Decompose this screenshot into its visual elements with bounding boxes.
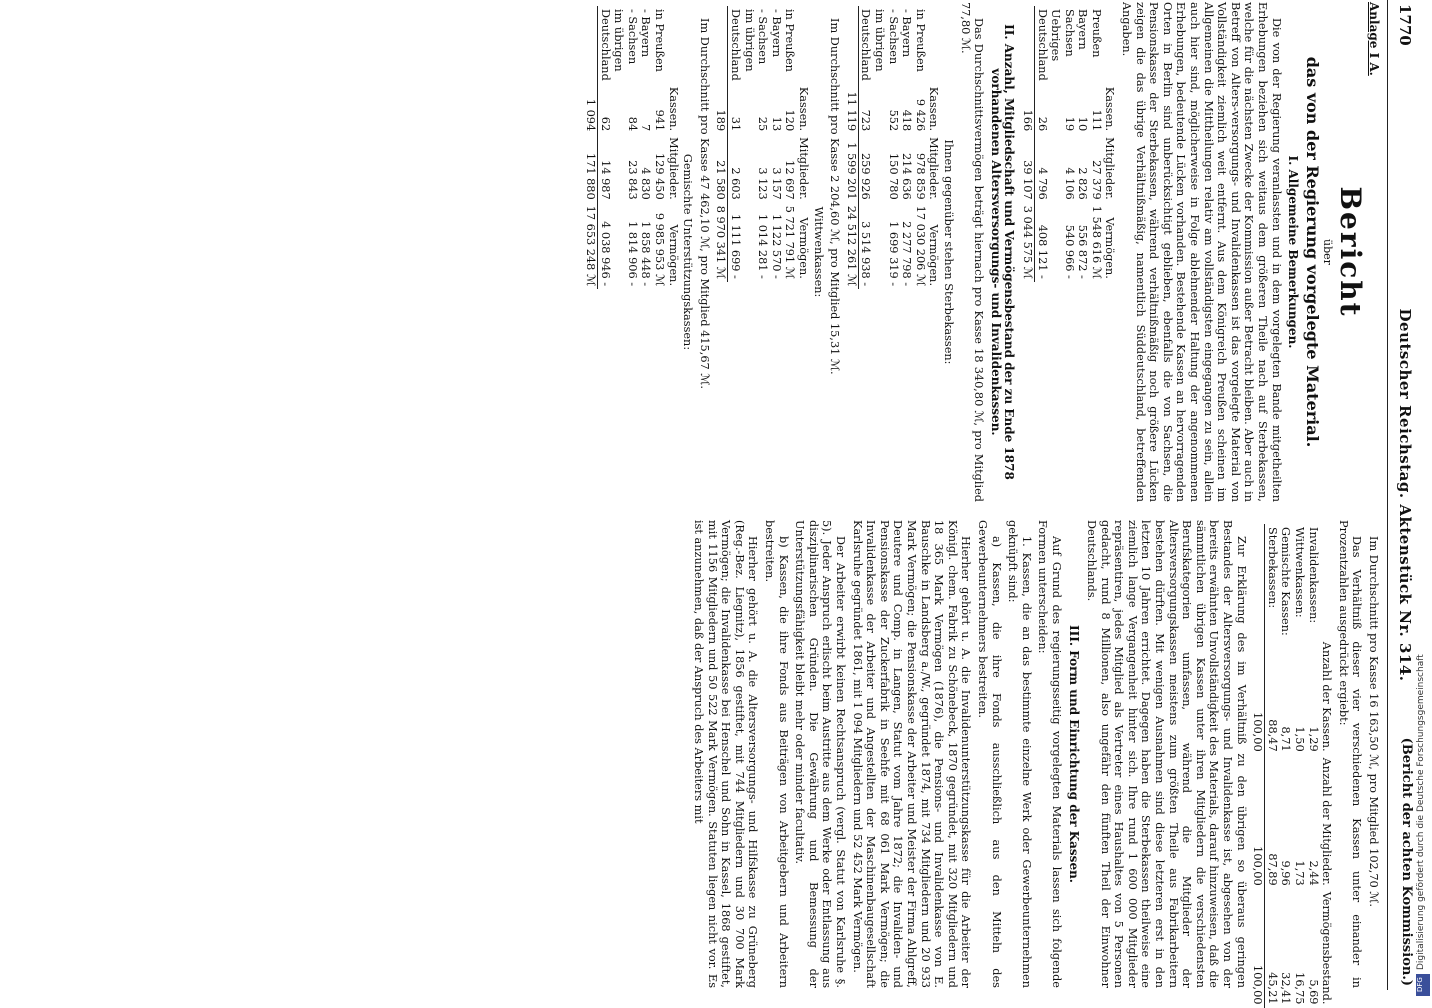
section-2-paragraph: Das Durchschnittsvermögen beträgt hiernach pro Kasse 18 340,80 ℳ, pro Mitglied 77,80 ℳ. [958,2,986,502]
table-cell: in Preußen [783,9,797,72]
report-ueber: über [1321,239,1335,265]
table-cell: 9 426 [913,98,927,132]
table-cell: 17 030 206 ℳ [913,205,927,287]
table-row [872,6,886,289]
table-cell: 5 721 791 ℳ [783,205,797,279]
table-row [1292,524,1306,1008]
table-gemischte-kassen [584,6,680,289]
right-column [689,520,1381,1005]
table-cell: Bayern [1076,9,1090,50]
table-cell: 13 [769,116,783,132]
table-header-cell [1320,524,1334,639]
table-cell: Deutschland [729,9,743,81]
table-header-cell: Mitglieder. [797,137,811,200]
table-cell: 27 379 [1089,160,1103,200]
table-total-row [1020,6,1034,282]
table-header-cell [796,6,810,84]
table-cell [714,6,728,84]
table-cell: - Sachsen [625,9,639,65]
table-header-cell: Vermögen. [797,217,811,279]
table-row [886,6,900,289]
table-header-cell: Vermögen. [1103,217,1117,279]
table-cell: 1,73 [1293,860,1307,886]
table-cell: 259 926 [859,152,873,200]
table-cell: 10 [1076,116,1090,132]
report-subtitle: das von der Regierung vorgelegte Material. [1302,56,1322,448]
percentage-intro: Das Verhältniß dieser vier verschiedenen Kassen unter einander in Prozentzahlen ausgedrückt ergiebt: [1336,520,1364,988]
table-cell: im übrigen [873,9,886,72]
table-cell: 2 277 798 - [900,221,914,287]
legal-claim-paragraph: Der Arbeiter erwirbt keinen Rechtsanspruch (vergl. Statut von Karlsruhe §. 5). Jeder Anspruch erlischt beim Austritte aus dem Werke oder Entlassung aus disziplinarischen Gründen. Die Gewährung und Bemessung der Unterstützungsfähigkeit bleibt mehr oder minder facultativ. [793,520,848,988]
table-cell: 39 107 [1020,134,1034,203]
table-header-cell: Anzahl der Kassen. [1320,641,1334,752]
form-item-1a: a) Kassen, die ihre Fonds ausschließlich aus den Mitteln des Gewerbeunternehmers bestreiten. [975,520,1003,988]
dfg-logo: DFG [1416,974,1430,996]
table-cell: 1 599 201 [844,134,858,203]
table-row [1279,524,1293,1008]
table-header-cell: Kassen. [666,86,680,132]
left-column [581,2,1380,502]
table-cell: 418 [900,109,914,132]
table-cell: in Preußen [913,9,927,72]
table-cell: 978 859 [913,152,927,200]
table-cell: 120 [783,109,797,132]
table-invalid-kassen [1020,6,1116,282]
table-cell: 3 157 [769,167,783,200]
table-cell: 2 826 [1076,167,1090,200]
table-cell: 1 858 448 - [639,221,653,287]
digitization-credit-strip [1414,0,1432,1000]
table-row [900,6,914,289]
table-header-cell [666,6,680,84]
table-cell: 2,44 [1306,860,1320,886]
table-cell: 5,69 [1306,979,1320,1005]
section-2-heading: II. Anzahl, Mitgliedschaft und Vermögensbestand der zu Ende 1878 vorhandenen Altersversorgungs- und Invalidenkassen. [988,24,1017,480]
table-cell: 150 780 [886,152,900,200]
table-cell: Sterbekassen: [1265,527,1279,609]
table-cell [1049,84,1063,134]
table-row [612,6,626,289]
table-cell: 189 [714,84,728,134]
table-cell: 88,47 [1265,719,1279,752]
table-row [783,6,797,282]
wittwenkassen-caption: Wittwenkassen: [811,206,825,298]
table-total-row [1251,524,1265,1008]
table-cell: 4 796 [1035,167,1049,200]
header-title: Deutscher Reichstag. Aktenstück Nr. 314. [1396,308,1414,682]
table-cell [872,84,886,134]
table-header-cell: Vermögen. [927,224,941,287]
table-cell: im übrigen [742,9,756,72]
table-cell: 723 [859,109,873,132]
table-header-cell [1103,6,1117,84]
table-cell: 100,00 [1251,639,1265,755]
table-cell: - Bayern [639,9,653,58]
table-cell: 3 514 938 - [859,221,873,287]
table-cell: 3 044 575 ℳ [1020,203,1034,282]
forms-intro: Auf Grund des regierungsseitig vorgelegten Materials lassen sich folgende Formen unterscheiden: [1036,520,1063,988]
table-cell: Uebriges [1049,9,1063,62]
table-cell: 8,71 [1279,726,1293,752]
table-header-cell: Mitglieder. [1103,137,1117,200]
table-cell: Deutschland [1035,9,1049,81]
table-cell: Preußen [1089,9,1103,58]
header-rule [1387,0,1388,990]
table-wittwenkassen [714,6,810,282]
table-cell: 2 603 [729,167,743,200]
table-cell: 21 580 [714,134,728,203]
examples-1a-paragraph: Hierher gehört u. A. die Invalidenunterstützungskasse für die Arbeiter der Königl. chem. Fabrik zu Schönebeck, 1870 gegründet, mit 320 Mitgliedern und 18 365 Mark Vermögen (1876), die Pensions- und Invalidenkasse von E. Bauschke in Landsberg a./W., gegründet 1874, mit 734 Mitgliedern und 20 933 Mark Vermögen; die Pensionskasse der Arbeiter und Meister der Firma Ahlgreff, Deutere und Comp. in Langen, Statut vom Jahre 1872; die Invaliden- und Pensionskasse der Zuckerfabrik in Seehfe mit 68 061 Mark Vermögen; die Invalidenkasse der Arbeiter und Angestellten der Maschinenbaugesellschaft Karlsruhe gegründet 1861, mit 1 094 Mitgliedern und 52 452 Mark Vermögen. [850,520,973,988]
table-cell: 4 106 [1062,167,1076,200]
table-row [913,6,927,289]
table-cell: in Preußen [653,9,667,72]
table-cell: - Sachsen [886,9,900,65]
table-row [769,6,783,282]
table-cell: 1,50 [1293,726,1307,752]
table-cell: 32,41 [1279,972,1293,1005]
table-cell [872,134,886,203]
digitization-credit: Digitalisierung gefördert durch die Deutsche Forschungsgemeinschaft [1416,654,1426,970]
table-cell: 540 966 - [1062,224,1076,279]
table-cell: 408 121 - [1035,224,1049,279]
table-cell [742,134,756,203]
table-cell: 556 872 - [1076,224,1090,279]
table-cell: 111 [1089,109,1103,132]
table-cell: 4 038 946 - [598,221,612,287]
annex-label: Anlage I A. [1367,2,1381,76]
table-header-cell [927,6,941,84]
table-percentages [1251,524,1334,1008]
table-cell: 16,75 [1293,972,1307,1005]
form-item-1b: b) Kassen, die ihre Fonds aus Beiträgen von Arbeitgebern und Arbeitern bestreiten. [763,520,790,988]
table-cell [1020,6,1034,84]
table-cell [612,134,626,203]
table-cell: - Bayern [900,9,914,58]
table-cell: - Bayern [769,9,783,58]
table-cell: Invalidenkassen: [1306,527,1320,624]
table-cell [742,203,756,282]
table-row [858,6,872,289]
table-cell: 62 [598,116,612,132]
table-row [598,6,612,289]
table-row [756,6,770,282]
table-cell: 1 094 [584,84,598,134]
table-header-cell: Anzahl der Mitglieder. [1320,757,1334,886]
table-row [625,6,639,289]
table-cell: 11 119 [844,84,858,134]
table-header-cell: Kassen. [1103,86,1117,132]
wittwenkassen-average: Im Durchschnitt pro Kasse 47 462,10 ℳ, pro Mitglied 415,67 ℳ. [697,18,711,389]
sterbekassen-caption: Ihnen gegenüber stehen Sterbekassen: [941,139,955,365]
table-cell: 9 985 953 ℳ [653,212,667,287]
table-cell: 941 [653,109,667,132]
examples-1b-paragraph: Hierher gehört u. A. die Altersversorgungs- und Hilfskasse zu Grüneberg (Reg.-Bez. Liegnitz), 1856 gestiftet, mit 744 Mitgliedern und 30 700 Mark Vermögen; die Invalidenkasse bei Henschel und Sohn in Kassel, 1868 gestiftet, mit 1156 Mitgliedern und 50 522 Mark Vermögen. Statuten liegen nicht vor. Es ist anzunehmen, daß der Anspruch des Arbeiters mit [692,520,760,988]
table-cell: 100,00 [1251,755,1265,889]
table-cell: 1 014 281 - [756,213,770,279]
table-header-cell: Mitglieder. [927,137,941,200]
table-cell: 214 636 [900,152,914,200]
table-total-row [714,6,728,282]
table-cell: 31 [729,116,743,132]
table-cell: 100,00 [1251,889,1265,1008]
table-cell: Deutschland [598,9,612,81]
table-row [1034,6,1048,282]
table-cell: Sachsen [1062,9,1076,57]
table-header-cell: Vermögensbestand. [1320,891,1334,1005]
table-cell [742,84,756,134]
table-cell: 1 814 906 - [625,221,639,287]
gemischte-average: Im Durchschnitt pro Kasse 16 163,50 ℳ, pro Mitglied 102,70 ℳ. [1367,536,1380,907]
report-title: Bericht [1334,186,1368,318]
table-row [1265,524,1279,1008]
table-cell: 1 548 616 ℳ [1089,205,1103,279]
table-cell: - Sachsen [756,9,770,65]
table-cell: Deutschland [859,9,873,81]
table-cell [584,6,598,84]
table-row [728,6,742,282]
page-number: 1770 [1396,4,1414,46]
table-cell: 166 [1020,84,1034,134]
section-1-paragraph: Die von der Regierung veranlassten und in dem vorgelegten Bande mitgetheilten Erhebungen beziehen sich weitaus dem größeren Theile nach auf Sterbekassen, welche für die nächsten Zwecke der Kommission außer Betracht bleiben. Aber auch in Betreff von Alters-versorgungs- und Invalidenkassen ist das vorgelegte Material von Vollständigkeit ziemlich weit entfernt. Aus dem Königreich Preußen scheinen im Allgemeinen die Mittheilungen relativ am vollständigsten eingegangen zu sein, allein auch hier sind, möglicherweise in Folge ablehnender Haltung der angenommenen Erhebungen, bedeutende Lücken vorhanden. Bestehende Kassen an hervorragenden Orten in Berlin sind unberücksichtigt geblieben, ebenfalls die von Sachsen, die Pensionskasse der Sterbekassen, während verhältnißmäßig noch größere Lücken zeigen die das übrige Verhältnißmäßig, namentlich Süddeutschland, betreffenden Angaben. [1120,2,1283,502]
table-cell: 171 880 [584,134,598,203]
table-cell: 8 970 341 ℳ [714,203,728,282]
table-header-cell: Kassen. [797,86,811,132]
table-cell: 17 653 248 ℳ [584,203,598,289]
table-cell [1049,203,1063,282]
table-cell: 84 [625,116,639,132]
table-sterbekassen [844,6,940,289]
table-cell [612,84,626,134]
section-1-heading: I. Allgemeine Bemerkungen. [1286,155,1301,349]
table-cell [872,203,886,289]
table-header-cell: Vermögen. [666,224,680,287]
table-cell: 1 111 699 - [729,213,743,279]
table-cell: 12 697 [783,160,797,200]
table-cell: 7 [639,123,653,132]
table-total-row [584,6,598,289]
table-cell: 129 450 [653,152,667,200]
table-cell: 19 [1062,116,1076,132]
table-cell: 1,29 [1306,726,1320,752]
table-cell: 45,21 [1265,972,1279,1005]
table-cell: 26 [1035,116,1049,132]
table-total-row [844,6,858,289]
sterbekassen-average: Im Durchschnitt pro Kasse 2 204,60 ℳ, pro Mitglied 15,31 ℳ. [828,18,842,375]
table-row [742,6,756,282]
table-row [1049,6,1063,282]
table-cell: 3 123 [756,167,770,200]
table-cell: 24 512 261 ℳ [844,203,858,289]
table-header-cell: Kassen. [927,86,941,132]
table-cell: im übrigen [612,9,626,72]
table-cell: Gemischte Kassen: [1279,527,1293,636]
table-cell: Wittwenkassen: [1293,527,1307,618]
table-cell: 9,96 [1279,860,1293,886]
table-cell: 25 [756,116,770,132]
table-cell: 552 [886,109,900,132]
table-cell: 14 987 [598,160,612,200]
table-row [1089,6,1103,282]
table-cell [844,6,858,84]
table-cell: 87,89 [1265,853,1279,886]
table-cell [1049,134,1063,203]
table-cell: 4 830 [639,167,653,200]
table-cell: 23 843 [625,160,639,200]
table-header-cell: Mitglieder. [666,137,680,200]
table-row [1062,6,1076,282]
table-row [639,6,653,289]
table-row [653,6,667,289]
explanation-paragraph: Zur Erklärung des im Verhältniß zu den übrigen so überaus geringen Bestandes der Altersversorgungs- und Invalidenkasse ist, abgesehen von der bereits erwähnten Unvollständigkeit des Materials, darauf hinzuweisen, daß die sämmtlichen übrigen Kassen unter ihren Mitgliedern die verschiedensten Berufskategorien umfassen, während die Mitglieder der Altersversorgungskassen meistens zum größten Theile aus Fabrikarbeitern bestehen dürften. Mit wenigen Ausnahmen sind diese letzteren erst in den letzten 10 Jahren errichtet. Dagegen haben die Sterbekassen theilweise eine ziemlich lange Vergangenheit hinter sich. Ihre rund 1 600 000 Mitglieder repräsentiren, jedes Mitglied als Vertreter eines Haushaltes von 5 Personen gedacht, rund 8 Millionen, also ungefähr den fünften Theil der Einwohner Deutschlands. [1085,520,1248,988]
table-cell: 1 122 570 - [769,213,783,279]
table-cell: 1 699 319 - [886,221,900,287]
table-row [1306,524,1320,1008]
section-3-heading: III. Form und Einrichtung der Kassen. [1066,625,1081,883]
table-cell [612,203,626,289]
header-note: (Bericht der achten Kommission.) [1399,737,1414,986]
gemischte-caption: Gemischte Unterstützungskassen: [681,153,695,351]
form-item-1: 1. Kassen, die an das bestimmte einzelne Werk oder Gewerbeunternehmen geknüpft sind: [1006,520,1033,988]
table-row [1076,6,1090,282]
table-cell [1251,524,1265,639]
